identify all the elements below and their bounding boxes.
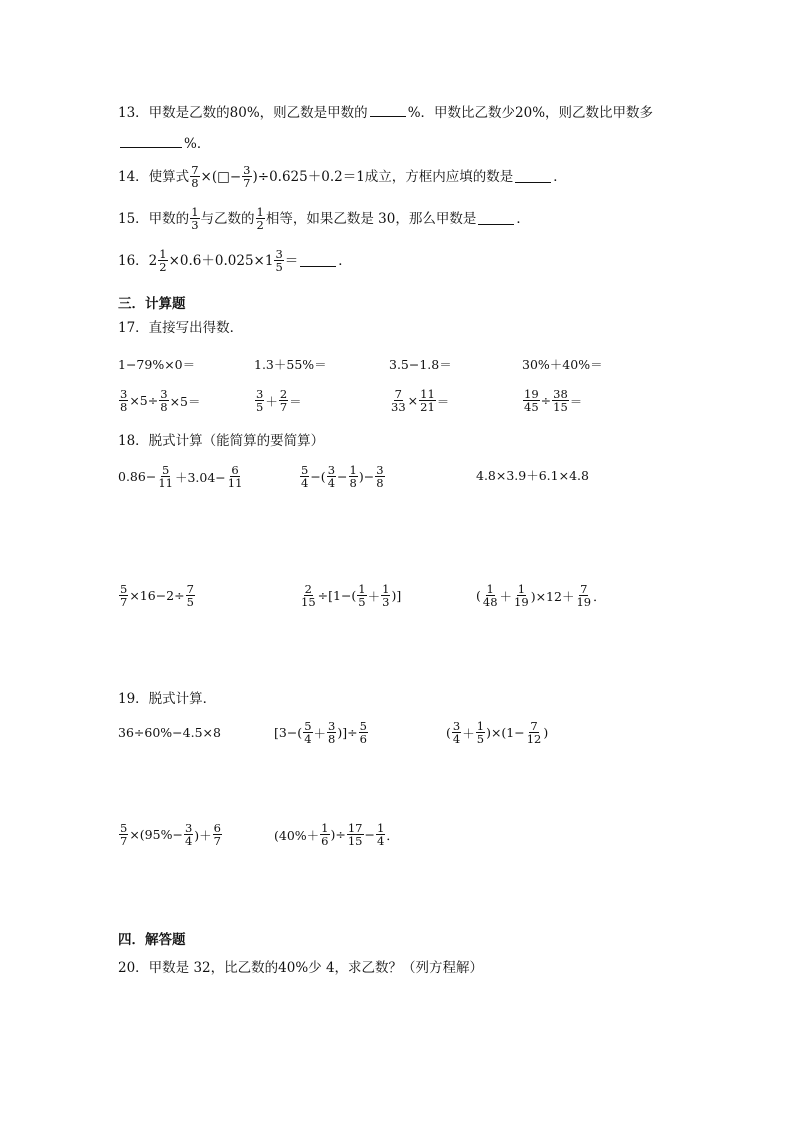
fraction	[255, 388, 264, 413]
fraction	[452, 720, 461, 745]
numerator: 1	[256, 205, 264, 219]
operator: ＝	[436, 393, 450, 409]
q17-item-d: 30%＋40%＝	[522, 357, 603, 372]
q17-item-h	[522, 388, 582, 413]
operator: ×5÷	[129, 393, 159, 408]
expr-text: (	[446, 725, 451, 740]
denominator: 8	[120, 400, 128, 414]
fraction	[375, 464, 384, 489]
fraction	[359, 720, 368, 745]
fraction	[213, 822, 222, 847]
fraction	[552, 388, 569, 413]
fraction	[300, 583, 317, 608]
q16-text-2: ×0.6＋0.025×1	[168, 252, 274, 269]
q16-text-1: 16．2	[118, 252, 158, 269]
denominator: 5	[476, 732, 485, 746]
numerator: 1	[191, 205, 199, 219]
question-15	[118, 206, 530, 231]
expr-text: ×16−2÷	[129, 588, 185, 603]
operator: ＝	[569, 393, 583, 409]
numerator: 1	[476, 719, 485, 733]
fraction	[526, 720, 543, 745]
numerator: 38	[553, 387, 568, 401]
expr-text: −(	[310, 469, 326, 484]
expr-text: (40%＋	[274, 827, 320, 843]
denominator: 2	[159, 260, 167, 274]
q17-item-b: 1.3＋55%＝	[254, 357, 327, 372]
expr-text: )＋	[194, 827, 212, 843]
expr-text: )×12＋	[530, 588, 575, 604]
q14-text-2: ×(□−	[200, 168, 242, 185]
fraction	[327, 720, 336, 745]
numerator: 3	[452, 719, 461, 733]
numerator: 7	[394, 387, 402, 401]
denominator: 7	[120, 595, 128, 609]
fraction	[575, 583, 592, 608]
numerator: 3	[275, 247, 283, 261]
numerator: 3	[120, 387, 128, 401]
fraction	[119, 583, 128, 608]
expr-text: )×(1−	[486, 725, 525, 740]
numerator: 5	[301, 463, 309, 477]
expr-text: −	[364, 827, 375, 842]
q17-item-g	[389, 388, 449, 413]
question-17-title: 17．直接写出得数．	[118, 320, 244, 336]
q17-item-a: 1−79%×0＝	[118, 357, 196, 372]
denominator: 15	[301, 595, 316, 609]
numerator: 7	[530, 719, 538, 733]
denominator: 4	[304, 732, 312, 746]
fraction	[419, 388, 436, 413]
fraction	[327, 464, 336, 489]
expr-text: ＋	[367, 588, 381, 604]
fraction	[303, 720, 312, 745]
fraction	[482, 583, 499, 608]
denominator: 5	[358, 595, 366, 609]
numerator: 3	[376, 463, 384, 477]
q14-text-3: )÷0.625＋0.2＝1成立，方框内应填的数是	[252, 168, 514, 185]
denominator: 19	[514, 595, 529, 609]
numerator: 1	[382, 582, 390, 596]
numerator: 3	[327, 463, 336, 477]
denominator: 5	[186, 595, 194, 609]
numerator: 1	[517, 582, 526, 596]
expr-text: ＋3.04−	[174, 469, 226, 485]
numerator: 5	[120, 582, 128, 596]
numerator: 3	[243, 163, 251, 177]
numerator: 1	[321, 821, 329, 835]
question-18-title: 18．脱式计算（能简算的要简算）	[118, 433, 325, 449]
denominator: 7	[120, 834, 128, 848]
numerator: 5	[120, 821, 128, 835]
fraction	[376, 822, 385, 847]
numerator: 3	[256, 387, 264, 401]
fraction	[381, 583, 390, 608]
denominator: 2	[256, 218, 264, 232]
denominator: 21	[420, 400, 435, 414]
numerator: 3	[328, 719, 336, 733]
denominator: 4	[452, 732, 461, 746]
numerator: 6	[213, 821, 221, 835]
expr-text: ．	[593, 588, 606, 604]
denominator: 4	[301, 476, 309, 490]
q18-item-a	[118, 464, 244, 489]
denominator: 7	[243, 176, 251, 190]
fraction	[119, 388, 128, 413]
q16-text-3: ＝	[284, 252, 299, 269]
expr-text: ÷[1−(	[317, 588, 357, 603]
fraction	[190, 164, 199, 189]
denominator: 11	[158, 476, 173, 490]
fraction	[279, 388, 288, 413]
section-heading-4: 四．解答题	[118, 932, 186, 948]
question-16	[118, 248, 352, 273]
numerator: 19	[524, 387, 539, 401]
denominator: 45	[524, 400, 539, 414]
q18-item-f	[476, 583, 606, 608]
denominator: 7	[279, 400, 288, 414]
fraction	[119, 822, 128, 847]
expr-text: )]	[391, 588, 402, 603]
numerator: 1	[349, 463, 357, 477]
q16-text-4: ．	[338, 252, 352, 269]
fraction	[390, 388, 407, 413]
numerator: 17	[347, 821, 363, 835]
denominator: 6	[321, 834, 329, 848]
fraction	[347, 822, 364, 847]
expr-text: 0.86−	[118, 469, 157, 484]
expr-text: ＋	[462, 725, 475, 741]
numerator: 7	[186, 582, 194, 596]
q13-text-3: %．	[184, 136, 211, 152]
q13-text-1: 13．甲数是乙数的80%，则乙数是甲数的	[118, 105, 368, 121]
numerator: 3	[184, 821, 193, 835]
denominator: 33	[391, 400, 406, 414]
denominator: 11	[227, 476, 243, 490]
answer-blank[interactable]	[370, 104, 406, 117]
fraction	[357, 583, 366, 608]
denominator: 4	[184, 834, 193, 848]
expr-text: ．	[386, 827, 399, 843]
expr-text: ＋	[499, 588, 513, 604]
answer-blank[interactable]	[515, 170, 551, 183]
q19-item-a: 36÷60%−4.5×8	[118, 725, 221, 740]
numerator: 5	[359, 719, 367, 733]
question-14	[118, 164, 567, 189]
numerator: 5	[304, 719, 312, 733]
q15-text-3: 相等，如果乙数是 30，那么甲数是	[265, 210, 477, 227]
denominator: 4	[327, 476, 336, 490]
fraction	[186, 583, 195, 608]
operator: ÷	[540, 393, 552, 408]
denominator: 7	[213, 834, 221, 848]
numerator: 7	[191, 163, 199, 177]
q18-item-b	[299, 464, 386, 489]
expr-text: ×(95%−	[129, 827, 183, 842]
denominator: 15	[553, 400, 568, 414]
q17-item-f	[254, 388, 302, 413]
numerator: 1	[159, 247, 167, 261]
question-13-cont	[118, 134, 210, 154]
question-13	[118, 103, 653, 123]
numerator: 6	[231, 463, 239, 477]
fraction	[256, 206, 265, 231]
q19-item-d	[118, 822, 223, 847]
numerator: 1	[358, 582, 366, 596]
expr-text: )÷	[330, 827, 346, 842]
q19-item-c	[446, 720, 548, 745]
fraction	[227, 464, 244, 489]
numerator: 3	[160, 387, 168, 401]
denominator: 8	[160, 400, 168, 414]
fraction	[300, 464, 309, 489]
fraction	[157, 464, 174, 489]
q18-item-c: 4.8×3.9＋6.1×4.8	[476, 468, 589, 483]
expr-text: [3−(	[274, 725, 303, 740]
fraction	[184, 822, 193, 847]
numerator: 11	[420, 387, 435, 401]
q19-item-e	[274, 822, 399, 847]
operator: ×5＝	[169, 393, 201, 409]
fraction	[476, 720, 485, 745]
answer-blank[interactable]	[300, 254, 336, 267]
fraction	[274, 248, 283, 273]
expr-text: )	[543, 725, 549, 740]
denominator: 8	[349, 476, 357, 490]
denominator: 4	[376, 834, 385, 848]
denominator: 8	[376, 476, 384, 490]
q15-text-4: ．	[516, 210, 530, 227]
answer-blank[interactable]	[120, 135, 182, 148]
question-19-title: 19．脱式计算．	[118, 691, 217, 707]
numerator: 2	[279, 387, 288, 401]
operator: ×	[407, 393, 419, 408]
denominator: 5	[256, 400, 264, 414]
q13-text-2: %．甲数比乙数少20%，则乙数比甲数多	[407, 105, 654, 121]
denominator: 8	[191, 176, 199, 190]
q17-item-c: 3.5−1.8＝	[389, 357, 452, 372]
q18-item-e	[299, 583, 401, 608]
numerator: 2	[304, 582, 312, 596]
q17-item-e	[118, 388, 201, 413]
section-heading-3: 三．计算题	[118, 296, 186, 312]
q19-item-b	[274, 720, 369, 745]
q15-text-1: 15．甲数的	[118, 210, 190, 227]
fraction	[190, 206, 199, 231]
expr-text: (	[476, 588, 481, 603]
question-20: 20．甲数是 32，比乙数的40%少 4，求乙数？（列方程解）	[118, 960, 484, 976]
operator: ＝	[289, 393, 302, 409]
operator: ＋	[265, 393, 278, 409]
denominator: 15	[347, 834, 363, 848]
denominator: 5	[275, 260, 283, 274]
numerator: 1	[486, 582, 494, 596]
denominator: 12	[526, 732, 542, 746]
q14-text-4: ．	[553, 168, 567, 185]
expr-text: )−	[358, 469, 375, 484]
expr-text: ＋	[313, 725, 327, 741]
fraction	[513, 583, 530, 608]
answer-blank[interactable]	[478, 212, 514, 225]
numerator: 7	[580, 582, 588, 596]
denominator: 6	[359, 732, 367, 746]
denominator: 3	[191, 218, 199, 232]
numerator: 5	[161, 463, 170, 477]
denominator: 3	[382, 595, 390, 609]
fraction	[320, 822, 329, 847]
denominator: 48	[482, 595, 498, 609]
denominator: 8	[328, 732, 336, 746]
expr-text: )]÷	[337, 725, 358, 740]
fraction	[158, 248, 167, 273]
expr-text: −	[337, 469, 348, 484]
fraction	[242, 164, 251, 189]
numerator: 1	[376, 821, 385, 835]
fraction	[523, 388, 540, 413]
q15-text-2: 与乙数的	[200, 210, 255, 227]
fraction	[159, 388, 168, 413]
fraction	[349, 464, 358, 489]
denominator: 19	[576, 595, 592, 609]
q18-item-d	[118, 583, 196, 608]
q14-text-1: 14．使算式	[118, 168, 190, 185]
